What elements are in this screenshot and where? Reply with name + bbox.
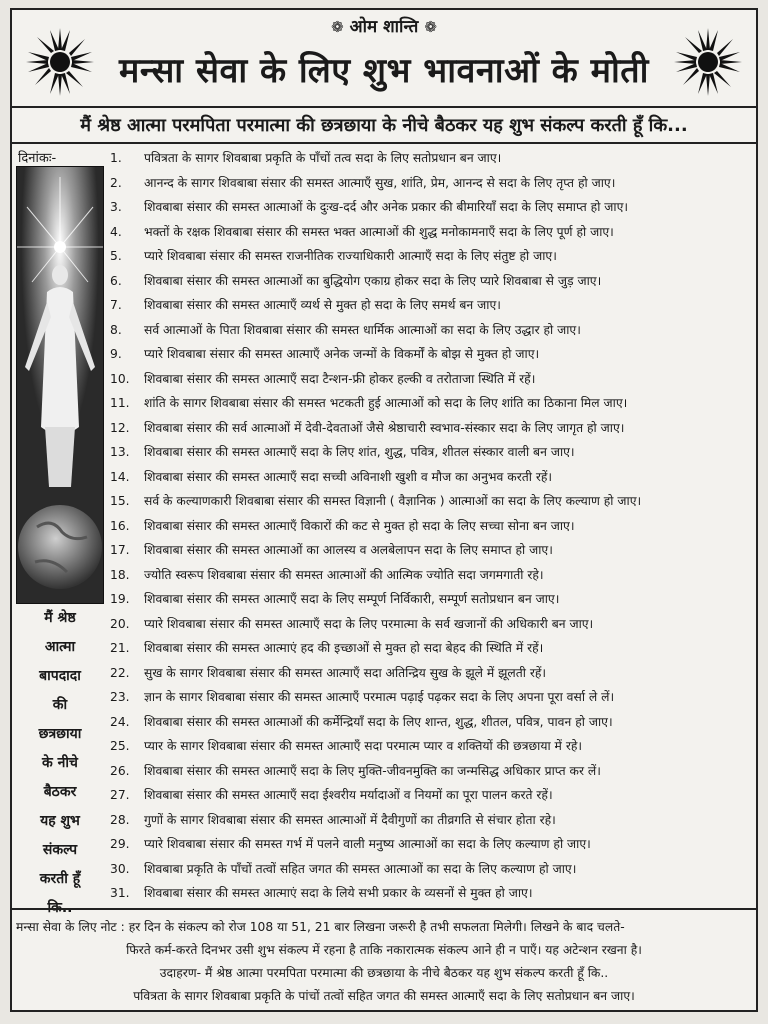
list-item [110,538,750,563]
list-item [110,661,750,686]
item-text: शिवबाबा संसार की समस्त आत्माएँ सदा टैन्शन-फ्री होकर हल्की व तरोताजा स्थिति में रहें। [144,371,536,386]
item-text: प्यारे शिवबाबा संसार की समस्त गर्भ में पलने वाली मनुष्य आत्माओं का सदा के लिए कल्याण हो जाए। [144,837,591,851]
item-text: गुणों के सागर शिवबाबा संसार की समस्त आत्माओं में दैवीगुणों का तीव्रगति से संचार होता रहे। [144,812,556,827]
item-text: ज्ञान के सागर शिवबाबा संसार की समस्त आत्माएँ परमात्म पढ़ाई पढ़कर सदा के लिए अपना पूरा वर्सा ले लें। [144,690,615,704]
item-number: 14. [110,469,130,484]
item-text: शिवबाबा संसार की समस्त आत्माओं का बुद्धियोग एकाग्र होकर सदा के लिए प्यारे शिवबाबा से जुड़ जाए। [144,273,602,288]
list-item [110,587,750,612]
list-item [110,293,750,318]
item-text: पवित्रता के सागर शिवबाबा प्रकृति के पाँचों तत्व सदा के लिए सतोप्रधान बन जाए। [144,151,502,165]
item-number: 3. [110,200,122,214]
item-text: शिवबाबा संसार की समस्त आत्माओं की कर्मेन्द्रियाँ सदा के लिए शान्त, शुद्ध, शीतल, पवित्र, पावन हो जाए। [144,714,613,729]
side-caption-line: के नीचे [42,755,78,771]
item-text: शिवबाबा संसार की समस्त आत्माएं सदा के लिये सभी प्रकार के व्यसनों से मुक्त हो जाए। [144,886,533,900]
list-item [110,783,750,808]
affirmation-list [110,146,750,906]
item-number: 2. [110,175,122,190]
list-item [110,636,750,661]
note-line: उदाहरण- मैं श्रेष्ठ आत्मा परमपिता परमात्मा की छत्रछाया के नीचे बैठकर यह शुभ संकल्प करती हूँ कि.. [159,966,609,980]
item-number: 30. [110,861,130,876]
list-item [110,171,750,196]
list-item [110,416,750,441]
list-item [110,685,750,710]
item-text: प्यारे शिवबाबा संसार की समस्त आत्माएँ अनेक जन्मों के विकर्मों के बोझ से मुक्त हो जाए। [144,347,540,361]
item-text: आनन्द के सागर शिवबाबा संसार की समस्त आत्माएँ सुख, शांति, प्रेम, आनन्द से सदा के लिए तृप्त हो जाए। [144,175,616,190]
note-section [10,908,758,1012]
item-number: 23. [110,690,130,704]
om-shanti-text: ओम शान्ति [349,17,419,37]
side-caption-line: की [52,697,68,713]
figure-illustration [17,167,103,603]
list-item [110,489,750,514]
item-number: 24. [110,714,130,729]
item-text: शिवबाबा संसार की समस्त आत्माएँ सदा सच्ची अविनाशी खुशी व मौज का अनुभव करती रहें। [144,469,553,484]
item-number: 4. [110,224,122,239]
om-shanti-heading [10,14,758,37]
item-text: सुख के सागर शिवबाबा संसार की समस्त आत्माएँ सदा अतिन्द्रिय सुख के झूले में झूलती रहें। [144,665,547,680]
note-line: मन्सा सेवा के लिए नोट : हर दिन के संकल्प को रोज 108 या 51, 21 बार लिखना जरूरी है तभी सफलता मिलेगी। लिखने के बाद चलते- [16,920,625,934]
item-text: सर्व के कल्याणकारी शिवबाबा संसार की समस्त विज्ञानी ( वैज्ञानिक ) आत्माओं का सदा के लिए कल्याण हो जाए। [144,494,642,508]
item-text: शिवबाबा संसार की समस्त आत्माएँ सदा के लिए मुक्ति-जीवनमुक्ति का जन्मसिद्ध अधिकार प्राप्त कर लें। [144,763,601,778]
list-item [110,857,750,882]
spiritual-figure-image [16,166,104,604]
item-number: 1. [110,151,122,165]
side-caption-line: आत्मा [44,639,76,655]
list-item [110,440,750,465]
item-number: 26. [110,763,130,778]
page-title: मन्सा सेवा के लिए शुभ भावनाओं के मोती [119,51,649,91]
list-item [110,465,750,490]
list-item [110,195,750,220]
list-item [110,342,750,367]
side-caption-line: मैं श्रेष्ठ [44,610,76,626]
item-number: 15. [110,494,130,508]
side-caption-line: संकल्प [42,842,78,858]
item-number: 31. [110,886,130,900]
item-text: शिवबाबा संसार की समस्त आत्माएँ सदा ईश्वरीय मर्यादाओं व नियमों का पूरा पालन करते रहें। [144,788,553,802]
item-text: शिवबाबा संसार की समस्त आत्माएँ व्यर्थ से मुक्त हो सदा के लिए समर्थ बन जाए। [144,298,501,312]
item-text: शिवबाबा प्रकृति के पाँचों तत्वों सहित जगत की समस्त आत्माओं का सदा के लिए कल्याण हो जाए। [144,861,577,876]
list-item [110,220,750,245]
item-number: 21. [110,641,130,655]
item-number: 10. [110,371,130,386]
list-item [110,759,750,784]
list-item [110,808,750,833]
item-text: भक्तों के रक्षक शिवबाबा संसार की समस्त भक्त आत्माओं की शुद्ध मनोकामनाएँ सदा के लिए पूर्ण हो जाए। [144,224,614,239]
note-line: पवित्रता के सागर शिवबाबा प्रकृति के पांचों तत्वों सहित जगत की समस्त आत्माएँ सदा के लिए सतोप्रधान बन जाए। [133,989,635,1003]
list-item [110,391,750,416]
item-number: 5. [110,249,122,263]
item-text: शिवबाबा संसार की सर्व आत्माओं में देवी-देवताओं जैसे श्रेष्ठाचारी स्वभाव-संस्कार सदा के लिए जागृत हो जाए। [144,420,625,435]
item-number: 29. [110,837,130,851]
list-item [110,269,750,294]
item-number: 13. [110,445,130,459]
item-text: शांति के सागर शिवबाबा संसार की समस्त भटकती हुई आत्माओं को सदा के लिए शांति का ठिकाना मिल जाए। [144,396,628,410]
list-item [110,563,750,588]
item-number: 12. [110,420,130,435]
list-item [110,612,750,637]
item-number: 11. [110,396,130,410]
item-number: 16. [110,518,130,533]
item-number: 20. [110,616,130,631]
item-text: शिवबाबा संसार की समस्त आत्माएँ सदा के लिए सम्पूर्ण निर्विकारी, सम्पूर्ण सतोप्रधान बन जाए। [144,592,560,606]
flower-icon: ❁ [331,18,344,36]
side-caption-line: बैठकर [43,784,77,800]
item-number: 9. [110,347,122,361]
side-caption-line: छत्रछाया [38,726,82,742]
item-number: 7. [110,298,122,312]
item-text: शिवबाबा संसार की समस्त आत्माओं का आलस्य व अलबेलापन सदा के लिए समाप्त हो जाए। [144,543,553,557]
item-text: प्यारे शिवबाबा संसार की समस्त आत्माएँ सदा के लिए परमात्मा के सर्व खजानों की अधिकारी बन जाए। [144,616,594,631]
list-item [110,318,750,343]
side-caption-line: यह शुभ [40,813,80,829]
item-text: प्यार के सागर शिवबाबा संसार की समस्त आत्माएँ सदा परमात्म प्यार व शक्तियों की छत्रछाया में रहे। [144,739,583,753]
item-text: शिवबाबा संसार की समस्त आत्माएँ विकारों की कट से मुक्त हो सदा के लिए सच्चा सोना बन जाए। [144,518,575,533]
note-line: फिरते कर्म-करते दिनभर उसी शुभ संकल्प में रहना है ताकि नकारात्मक संकल्प आने ही न पाएँ। यह अटेन्शन रखना है। [126,943,642,957]
item-number: 25. [110,739,130,753]
list-item [110,367,750,392]
item-number: 22. [110,665,130,680]
intro-statement: मैं श्रेष्ठ आत्मा परमपिता परमात्मा की छत्रछाया के नीचे बैठकर यह शुभ संकल्प करती हूँ कि... [10,110,758,144]
list-item [110,832,750,857]
flower-icon: ❁ [424,18,437,36]
list-item [110,734,750,759]
item-number: 28. [110,812,130,827]
item-number: 18. [110,567,130,582]
item-text: शिवबाबा संसार की समस्त आत्माएँ सदा के लिए शांत, शुद्ध, पवित्र, शीतल संस्कार वाली बन जाए। [144,445,575,459]
list-item [110,881,750,906]
side-caption [14,604,106,923]
side-caption-line: करती हूँ [39,871,81,887]
list-item [110,146,750,171]
header [10,8,758,108]
item-text: शिवबाबा संसार की समस्त आत्माएं हद की इच्छाओं से मुक्त हो सदा बेहद की स्थिति में रहें। [144,641,544,655]
item-text: सर्व आत्माओं के पिता शिवबाबा संसार की समस्त धार्मिक आत्माओं का सदा के लिए उद्धार हो जाए। [144,322,581,337]
item-number: 17. [110,543,130,557]
item-text: शिवबाबा संसार की समस्त आत्माओं के दुःख-दर्द और अनेक प्रकार की बीमारियाँ सदा के लिए समाप्त हो जाए। [144,200,629,214]
item-number: 8. [110,322,122,337]
item-text: ज्योति स्वरूप शिवबाबा संसार की समस्त आत्माओं की आत्मिक ज्योति सदा जगमगाती रहे। [144,567,544,582]
item-number: 27. [110,788,130,802]
item-text: प्यारे शिवबाबा संसार की समस्त राजनीतिक राज्याधिकारी आत्माएँ सदा के लिए संतुष्ट हो जाए। [144,249,557,263]
list-item [110,244,750,269]
date-label: दिनांकः- [18,151,57,166]
list-item [110,514,750,539]
list-item [110,710,750,735]
side-caption-line: बापदादा [39,668,81,684]
side-caption-line: कि.. [47,900,73,916]
item-number: 6. [110,273,122,288]
sun-emblem-icon [672,26,744,98]
item-number: 19. [110,592,130,606]
